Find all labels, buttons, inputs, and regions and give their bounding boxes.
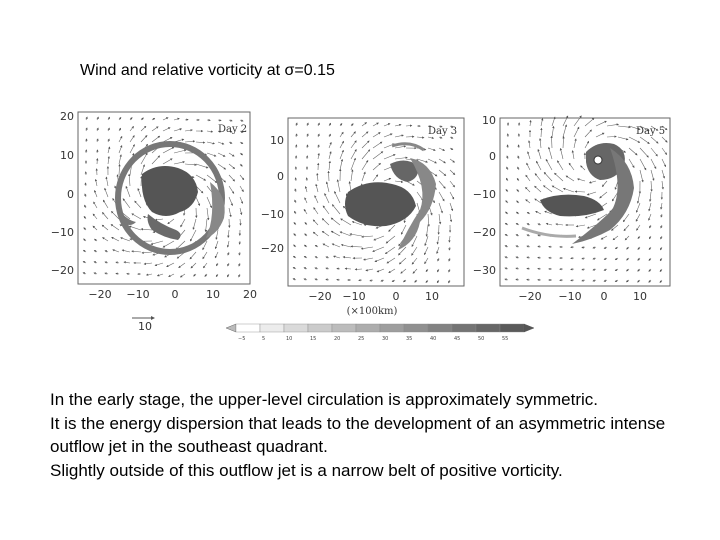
colorbar bbox=[226, 324, 534, 340]
panel-day-5 bbox=[473, 114, 670, 303]
x-tick-label: −10 bbox=[342, 290, 366, 303]
body-text bbox=[50, 388, 690, 482]
y-tick-labels bbox=[51, 110, 74, 277]
paragraph: Slightly outside of this outflow jet is a narrow belt of positive vorticity. bbox=[50, 460, 563, 480]
colorbar-tick-label: 20 bbox=[334, 336, 341, 340]
y-tick-label: −20 bbox=[472, 226, 496, 239]
vorticity-figure bbox=[50, 104, 678, 340]
panel-day-2 bbox=[51, 110, 257, 301]
colorbar-segment bbox=[428, 324, 452, 332]
colorbar-tick-label: 25 bbox=[358, 336, 365, 340]
reference-vector-label: 10 bbox=[138, 320, 152, 333]
x-tick-label: 20 bbox=[243, 288, 257, 301]
x-tick-label: 10 bbox=[206, 288, 220, 301]
y-tick-label: −10 bbox=[50, 226, 74, 239]
panel-label: Day 2 bbox=[218, 124, 248, 135]
colorbar-tick-label: 30 bbox=[382, 336, 389, 340]
y-tick-label: 20 bbox=[60, 110, 74, 123]
colorbar-tick-label: 40 bbox=[430, 336, 437, 340]
y-tick-label: 0 bbox=[489, 150, 496, 163]
colorbar-segment bbox=[260, 324, 284, 332]
y-tick-labels bbox=[261, 134, 284, 255]
colorbar-tick-label: 55 bbox=[502, 336, 509, 340]
x-tick-label: 10 bbox=[633, 290, 647, 303]
colorbar-tick-label: 45 bbox=[454, 336, 461, 340]
x-tick-label: 0 bbox=[171, 288, 179, 301]
y-tick-label: −10 bbox=[260, 208, 284, 221]
colorbar-segment bbox=[332, 324, 356, 332]
colorbar-segment bbox=[356, 324, 380, 332]
y-tick-label: 10 bbox=[270, 134, 284, 147]
x-tick-label: −10 bbox=[126, 288, 150, 301]
colorbar-segment bbox=[236, 324, 260, 332]
colorbar-tick-label: −5 bbox=[238, 336, 246, 340]
x-axis-unit: (×100km) bbox=[346, 306, 398, 317]
colorbar-segment bbox=[284, 324, 308, 332]
y-tick-label: −10 bbox=[472, 188, 496, 201]
colorbar-tick-label: 50 bbox=[478, 336, 485, 340]
x-tick-label: −20 bbox=[518, 290, 542, 303]
colorbar-segment bbox=[308, 324, 332, 332]
reference-vector bbox=[132, 318, 154, 333]
x-tick-labels bbox=[88, 288, 257, 301]
x-tick-label: −20 bbox=[88, 288, 112, 301]
panel-label: Day 3 bbox=[428, 126, 458, 137]
colorbar-tick-label: 10 bbox=[286, 336, 293, 340]
y-tick-label: 10 bbox=[60, 149, 74, 162]
y-tick-label: 0 bbox=[67, 188, 74, 201]
colorbar-segment bbox=[404, 324, 428, 332]
y-tick-label: −30 bbox=[472, 264, 496, 277]
y-tick-label: 0 bbox=[277, 170, 284, 183]
colorbar-arrow-right bbox=[524, 324, 534, 332]
panel-day-3 bbox=[261, 118, 464, 303]
x-tick-labels bbox=[518, 290, 647, 303]
y-tick-label: 10 bbox=[482, 114, 496, 127]
slide-title: Wind and relative vorticity at σ=0.15 bbox=[80, 62, 335, 79]
x-tick-label: −10 bbox=[558, 290, 582, 303]
y-tick-label: −20 bbox=[50, 264, 74, 277]
x-tick-labels bbox=[308, 290, 439, 303]
x-tick-label: −20 bbox=[308, 290, 332, 303]
colorbar-tick-label: 15 bbox=[310, 336, 317, 340]
x-tick-label: 0 bbox=[392, 290, 400, 303]
colorbar-segment bbox=[380, 324, 404, 332]
colorbar-tick-label: 5 bbox=[262, 336, 266, 340]
colorbar-segment bbox=[452, 324, 476, 332]
y-tick-labels bbox=[473, 114, 496, 277]
paragraph: It is the energy dispersion that leads to the development of an asymmetric intense outflow jet in the southeast quadrant. bbox=[50, 413, 666, 456]
panel-label: Day 5 bbox=[636, 126, 666, 137]
colorbar-arrow-left bbox=[226, 324, 236, 332]
x-tick-label: 0 bbox=[600, 290, 608, 303]
x-tick-label: 10 bbox=[425, 290, 439, 303]
colorbar-segment bbox=[476, 324, 500, 332]
colorbar-segment bbox=[500, 324, 524, 332]
paragraph: In the early stage, the upper-level circulation is approximately symmetric. bbox=[50, 390, 599, 409]
colorbar-tick-label: 35 bbox=[406, 336, 413, 340]
y-tick-label: −20 bbox=[260, 242, 284, 255]
